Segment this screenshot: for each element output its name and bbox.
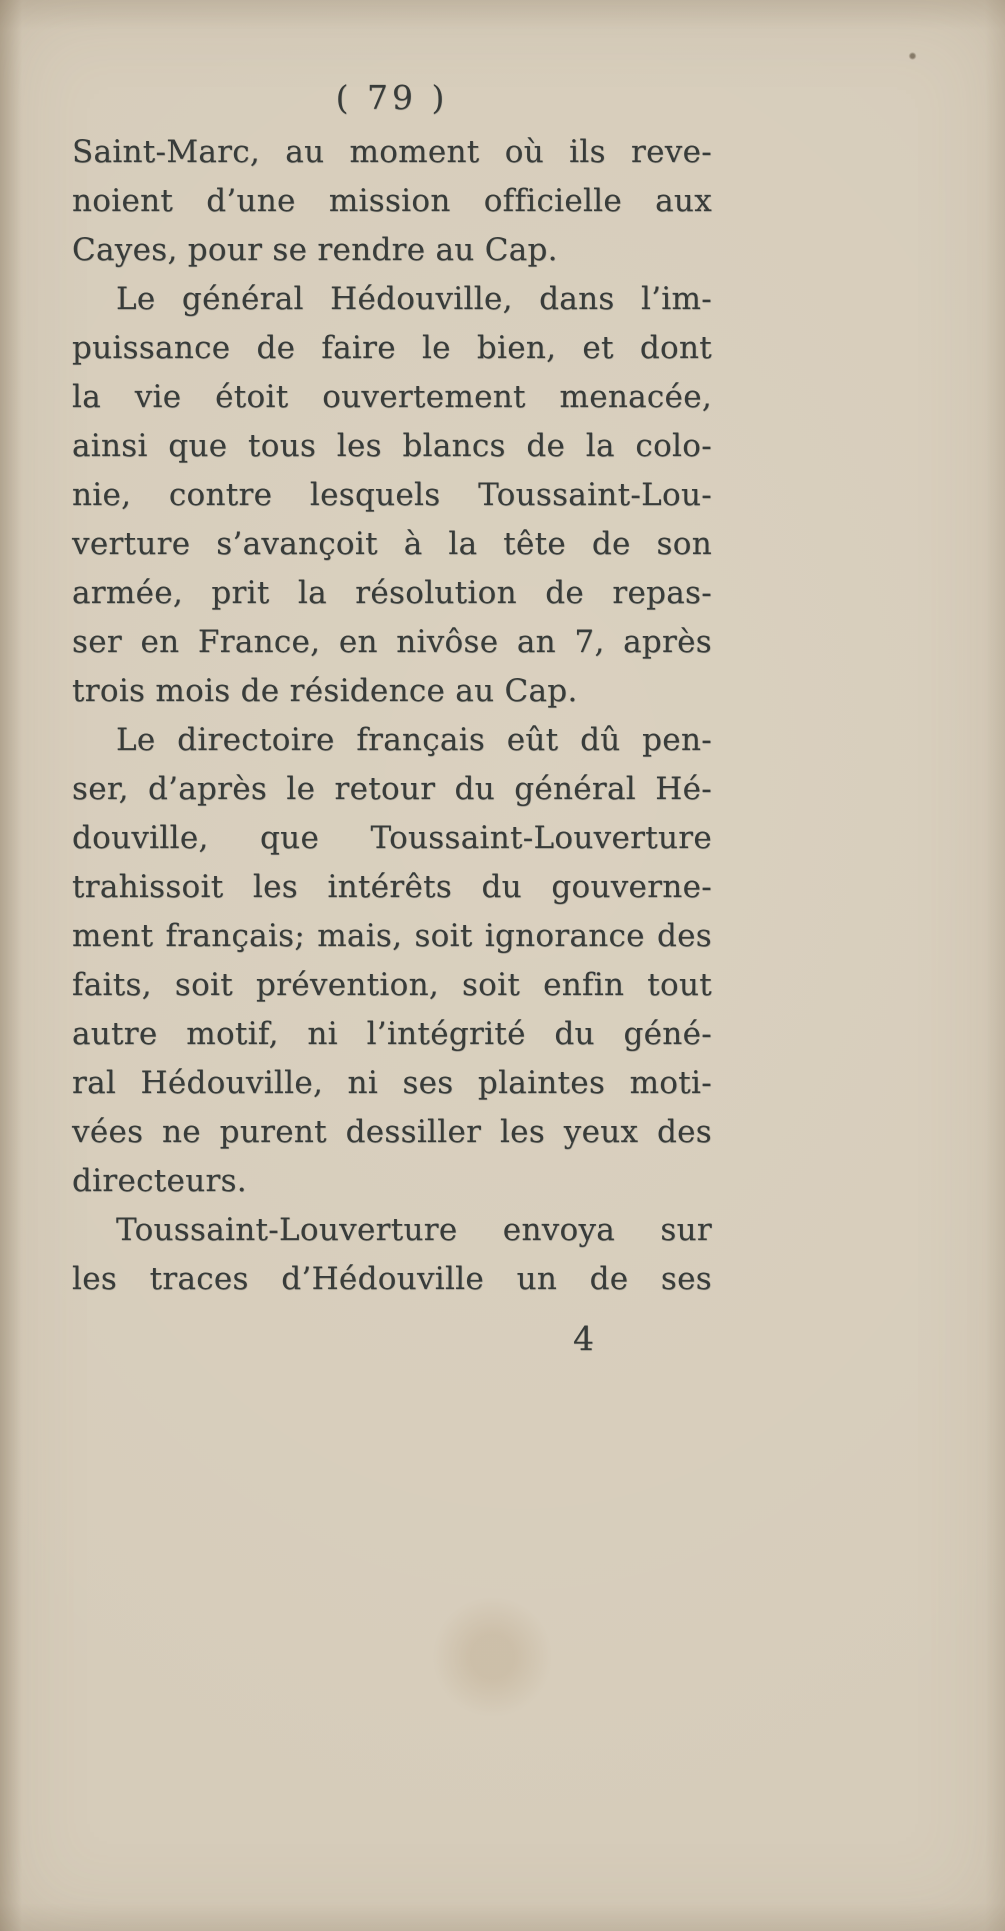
paragraph <box>72 275 712 716</box>
text-line: ser, d’après le retour du général Hé- <box>72 771 712 807</box>
text-line: directeurs. <box>72 1163 247 1199</box>
text-line: ral Hédouville, ni ses plaintes moti- <box>72 1065 712 1101</box>
text-line: verture s’avançoit à la tête de son <box>72 526 712 562</box>
paragraph <box>72 128 712 275</box>
page-number: ( 79 ) <box>335 78 449 117</box>
text-line: Toussaint-Louverture envoya sur <box>116 1212 712 1248</box>
text-block <box>72 128 712 1304</box>
text-line: faits, soit prévention, soit enfin tout <box>72 967 712 1003</box>
text-line: Le général Hédouville, dans l’im- <box>116 281 712 317</box>
text-line: ainsi que tous les blancs de la colo- <box>72 428 712 464</box>
text-line: ser en France, en nivôse an 7, après <box>72 624 712 660</box>
text-line: nie, contre lesquels Toussaint-Lou- <box>72 477 712 513</box>
text-line: ment français; mais, soit ignorance des <box>72 918 712 954</box>
text-line: trahissoit les intérêts du gouverne- <box>72 869 712 905</box>
text-line: les traces d’Hédouville un de ses <box>72 1261 712 1297</box>
text-line: douville, que Toussaint-Louverture <box>72 820 712 856</box>
paragraph <box>72 716 712 1206</box>
text-line: armée, prit la résolution de repas- <box>72 575 712 611</box>
text-line: trois mois de résidence au Cap. <box>72 673 578 709</box>
signature-mark: 4 <box>573 1319 594 1358</box>
paragraph <box>72 1206 712 1304</box>
text-line: autre motif, ni l’intégrité du géné- <box>72 1016 712 1052</box>
text-line: la vie étoit ouvertement menacée, <box>72 379 712 415</box>
text-line: Saint-Marc, au moment où ils reve- <box>72 134 712 170</box>
text-line: Le directoire français eût dû pen- <box>116 722 712 758</box>
text-line: Cayes, pour se rendre au Cap. <box>72 232 558 268</box>
text-line: vées ne purent dessiller les yeux des <box>72 1114 712 1150</box>
text-line: noient d’une mission officielle aux <box>72 183 712 219</box>
text-line: puissance de faire le bien, et dont <box>72 330 712 366</box>
